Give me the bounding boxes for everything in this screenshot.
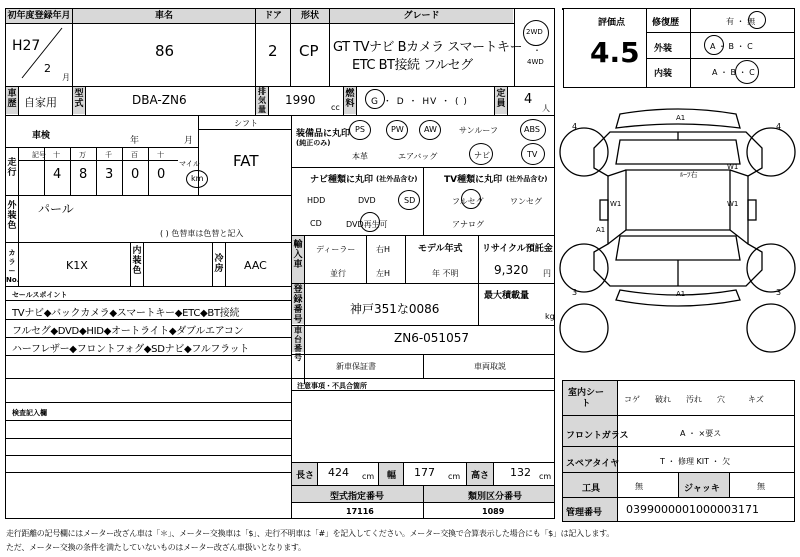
length-header: 長さ [296,471,315,481]
grade-header: グレード [330,9,513,23]
class-no-value: 1089 [482,507,505,516]
mileage-digit-header: 千 [105,151,112,159]
car-name-header: 車名 [73,9,255,23]
wheel-label-3a: 3 [572,288,578,297]
damage-a1-left: A1 [596,226,606,234]
use-value: 自家用 [24,96,57,109]
nav-cd: CD [310,219,322,228]
mileage-digit-header: 十 [53,151,60,159]
drive-dot: ・ [533,46,541,55]
mileage-digit: 8 [79,167,88,182]
equip-navi: ナビ [474,151,490,160]
model-designation-value: 17116 [346,507,374,516]
tv-fullseg: フルセグ [452,197,484,206]
left-hand-option: 左H [376,269,391,278]
car-name-value: 86 [155,42,175,60]
fuel-options: G ・ D ・ HV ・ ( ) [371,97,468,107]
nav-type-note: (社外品含む) [376,175,418,183]
fuel-header: 燃料 [344,87,356,114]
inspection-month-label: 月 [184,136,194,146]
tv-type-header: TV種類に丸印 [444,175,503,185]
length-unit: cm [362,472,375,481]
first-reg-year: H27 [12,38,41,54]
mgmt-no-header: 管理番号 [566,508,603,518]
height-value: 132 [510,466,531,479]
seat-header: 室内シート [567,388,604,409]
recycle-value: 9,320 [494,263,529,277]
model-year-value: 年 不明 [432,269,459,278]
grade-line-2: ETC BT接続 フルセグ [352,58,473,73]
grade-line-1: GT TVナビ Bカメラ スマートキー [333,40,522,55]
nav-type-header: ナビ種類に丸印 [310,175,374,185]
tv-analog: アナログ [452,220,484,229]
seat-option: 破れ [655,395,671,404]
sales-point-2: フルセグ◆DVD◆HID◆オートライト◆ダブルエアコン [12,326,244,337]
displacement-value: 1990 [285,93,316,107]
seat-option: 汚れ [686,395,702,404]
equip-ps: PS [355,125,365,134]
drive-2wd: 2WD [526,28,543,36]
interior-options: A ・ B ・ C [712,68,755,77]
footnote-1: 走行距離の記号欄にはメーター改ざん車は「＊」、メーター交換車は「$」、走行不明車は「#」を記入してください。メーター交換で合算表示した場合にも「$」は記入します。 [6,529,614,538]
shift-header: シフト [234,119,258,128]
exterior-color-header: 外装色 [7,201,17,231]
equip-tv: TV [527,150,538,159]
height-unit: cm [539,472,552,481]
inspection-header: 車検 [32,131,51,141]
jack-value: 無 [757,482,765,491]
width-value: 177 [414,466,435,479]
interior-color-header: 内装色 [132,246,142,276]
capacity-unit: 人 [542,104,550,113]
jack-header: ジャッキ [684,484,720,494]
manual-label: 車両取説 [474,362,506,371]
equip-pw: PW [391,125,404,134]
inspection-year-label: 年 [130,136,140,146]
repair-options: 有 ・ 無 [726,17,756,26]
km-label: km [191,174,204,183]
exterior-color-value: パール [38,202,74,216]
seat-option: 穴 [717,395,725,404]
shape-value: CP [299,42,319,60]
tools-header: 工具 [582,484,601,494]
damage-w1-b: W1 [610,200,622,208]
caution-header: 注意事項・不具合箇所 [297,382,367,390]
windshield-options: A ・ ×要ス [680,429,722,438]
inspection-notes-header: 検査記入欄 [12,409,47,417]
parallel-option: 並行 [330,269,346,278]
dealer-option: ディーラー [316,245,356,254]
color-code-value: K1X [66,259,88,272]
model-year-header: モデル年式 [418,244,463,254]
tv-oneseg: ワンセグ [510,197,542,206]
aircon-header: 冷房 [214,254,224,274]
damage-note: ﾙｰﾌ右 [680,171,698,179]
exterior-options: A ・ B ・ C [710,42,753,51]
chassis-no-header: 車台番号 [294,326,302,362]
doors-header: ドア [256,9,290,23]
recycle-header: リサイクル預託金 [482,244,553,254]
mileage-mark-label: 記号 [32,151,46,159]
mileage-digit: 3 [105,167,114,182]
interior-header: 内装 [654,69,673,79]
capacity-header: 定員 [495,87,507,114]
sales-point-1: TVナビ◆バックカメラ◆スマートキー◆ETC◆BT接続 [12,308,240,319]
doors-value: 2 [268,42,278,60]
recycle-unit: 円 [543,269,551,278]
tv-type-note: (社外品含む) [506,175,548,183]
seat-option: キズ [748,395,764,404]
mileage-digit: 0 [157,167,166,182]
nav-sd: SD [404,196,416,205]
color-code-header: カラーNo. [6,249,20,284]
spare-tire-header: スペアタイヤ [566,459,620,469]
damage-a1-top: A1 [676,114,686,122]
aircon-value: AAC [244,259,267,272]
model-designation-header: 型式指定番号 [330,492,385,502]
class-no-header: 類別区分番号 [468,492,523,502]
wheel-label-3b: 3 [776,288,782,297]
sales-points-header: セールスポイント [12,291,68,299]
displacement-header: 排気量 [258,87,266,114]
repair-history-header: 修復歴 [652,18,680,28]
import-header: 輸入車 [292,236,304,283]
height-header: 高さ [471,471,490,481]
wheel-label-4a: 4 [572,122,578,131]
first-reg-header: 初年度登録年月 [7,11,71,21]
max-load-unit: kg [545,312,555,321]
damage-a1-bottom: A1 [676,290,686,298]
capacity-value: 4 [524,92,533,107]
width-unit: cm [448,472,461,481]
spare-tire-options: T ・ 修理 KIT ・ 欠 [660,457,731,466]
shift-value: FAT [233,152,259,170]
tools-value: 無 [635,482,643,491]
equip-airbag: エアバッグ [398,152,438,161]
color-change-note: ( ) 色替車は色替と記入 [160,229,244,238]
equip-sunroof: サンルーフ [459,126,498,135]
equip-abs: ABS [524,125,540,134]
mileage-digit-header: 十 [157,151,164,159]
shape-header: 形状 [291,9,329,23]
mgmt-no-value: 0399000001000003171 [626,503,759,516]
model-header: 型式 [73,87,85,114]
warranty-label: 新車保証書 [336,362,376,371]
model-value: DBA-ZN6 [132,93,187,107]
chassis-no-value: ZN6-051057 [394,331,469,345]
equip-leather: 本革 [352,152,368,161]
width-header: 幅 [387,471,397,481]
right-hand-option: 右H [376,245,391,254]
footnote-2: ただ、メーター交換の条件を満たしていないものはメーター改ざん車扱いとなります。 [6,543,306,552]
drive-4wd: 4WD [527,58,544,66]
cc-unit: cc [331,103,340,112]
mileage-digit-header: 万 [79,151,86,159]
length-value: 424 [328,466,349,479]
mileage-digit-header: 百 [131,151,138,159]
nav-dvd-play: DVD再生可 [346,220,388,229]
equip-aw: AW [424,125,437,134]
nav-hdd: HDD [307,196,326,205]
max-load-header: 最大積載量 [484,291,530,301]
seat-option: コゲ [624,395,640,404]
damage-w1-a: W1 [727,163,739,171]
equipment-note: (純正のみ) [296,139,331,147]
reg-no-value: 神戸351な0086 [350,302,440,316]
windshield-header: フロントガラス [566,431,629,441]
mileage-digit: 4 [53,167,62,182]
first-reg-month: 2 [44,62,51,75]
score-header: 評価点 [598,18,626,28]
mile-label: マイル [179,160,200,168]
wheel-label-4b: 4 [776,122,782,131]
score-value: 4.5 [590,36,640,69]
damage-w1-c: W1 [727,200,739,208]
equipment-header: 装備品に丸印 [296,129,351,139]
mileage-digit: 0 [131,167,140,182]
exterior-header: 外装 [654,44,673,54]
sales-point-3: ハーフレザー◆フロントフォグ◆SDナビ◆フルフラット [12,344,250,355]
reg-no-header: 登録番号 [293,285,303,325]
nav-dvd: DVD [358,196,376,205]
use-header: 車歴 [6,87,18,114]
first-reg-month-suffix: 月 [62,73,70,82]
mileage-header: 走行 [7,158,17,178]
